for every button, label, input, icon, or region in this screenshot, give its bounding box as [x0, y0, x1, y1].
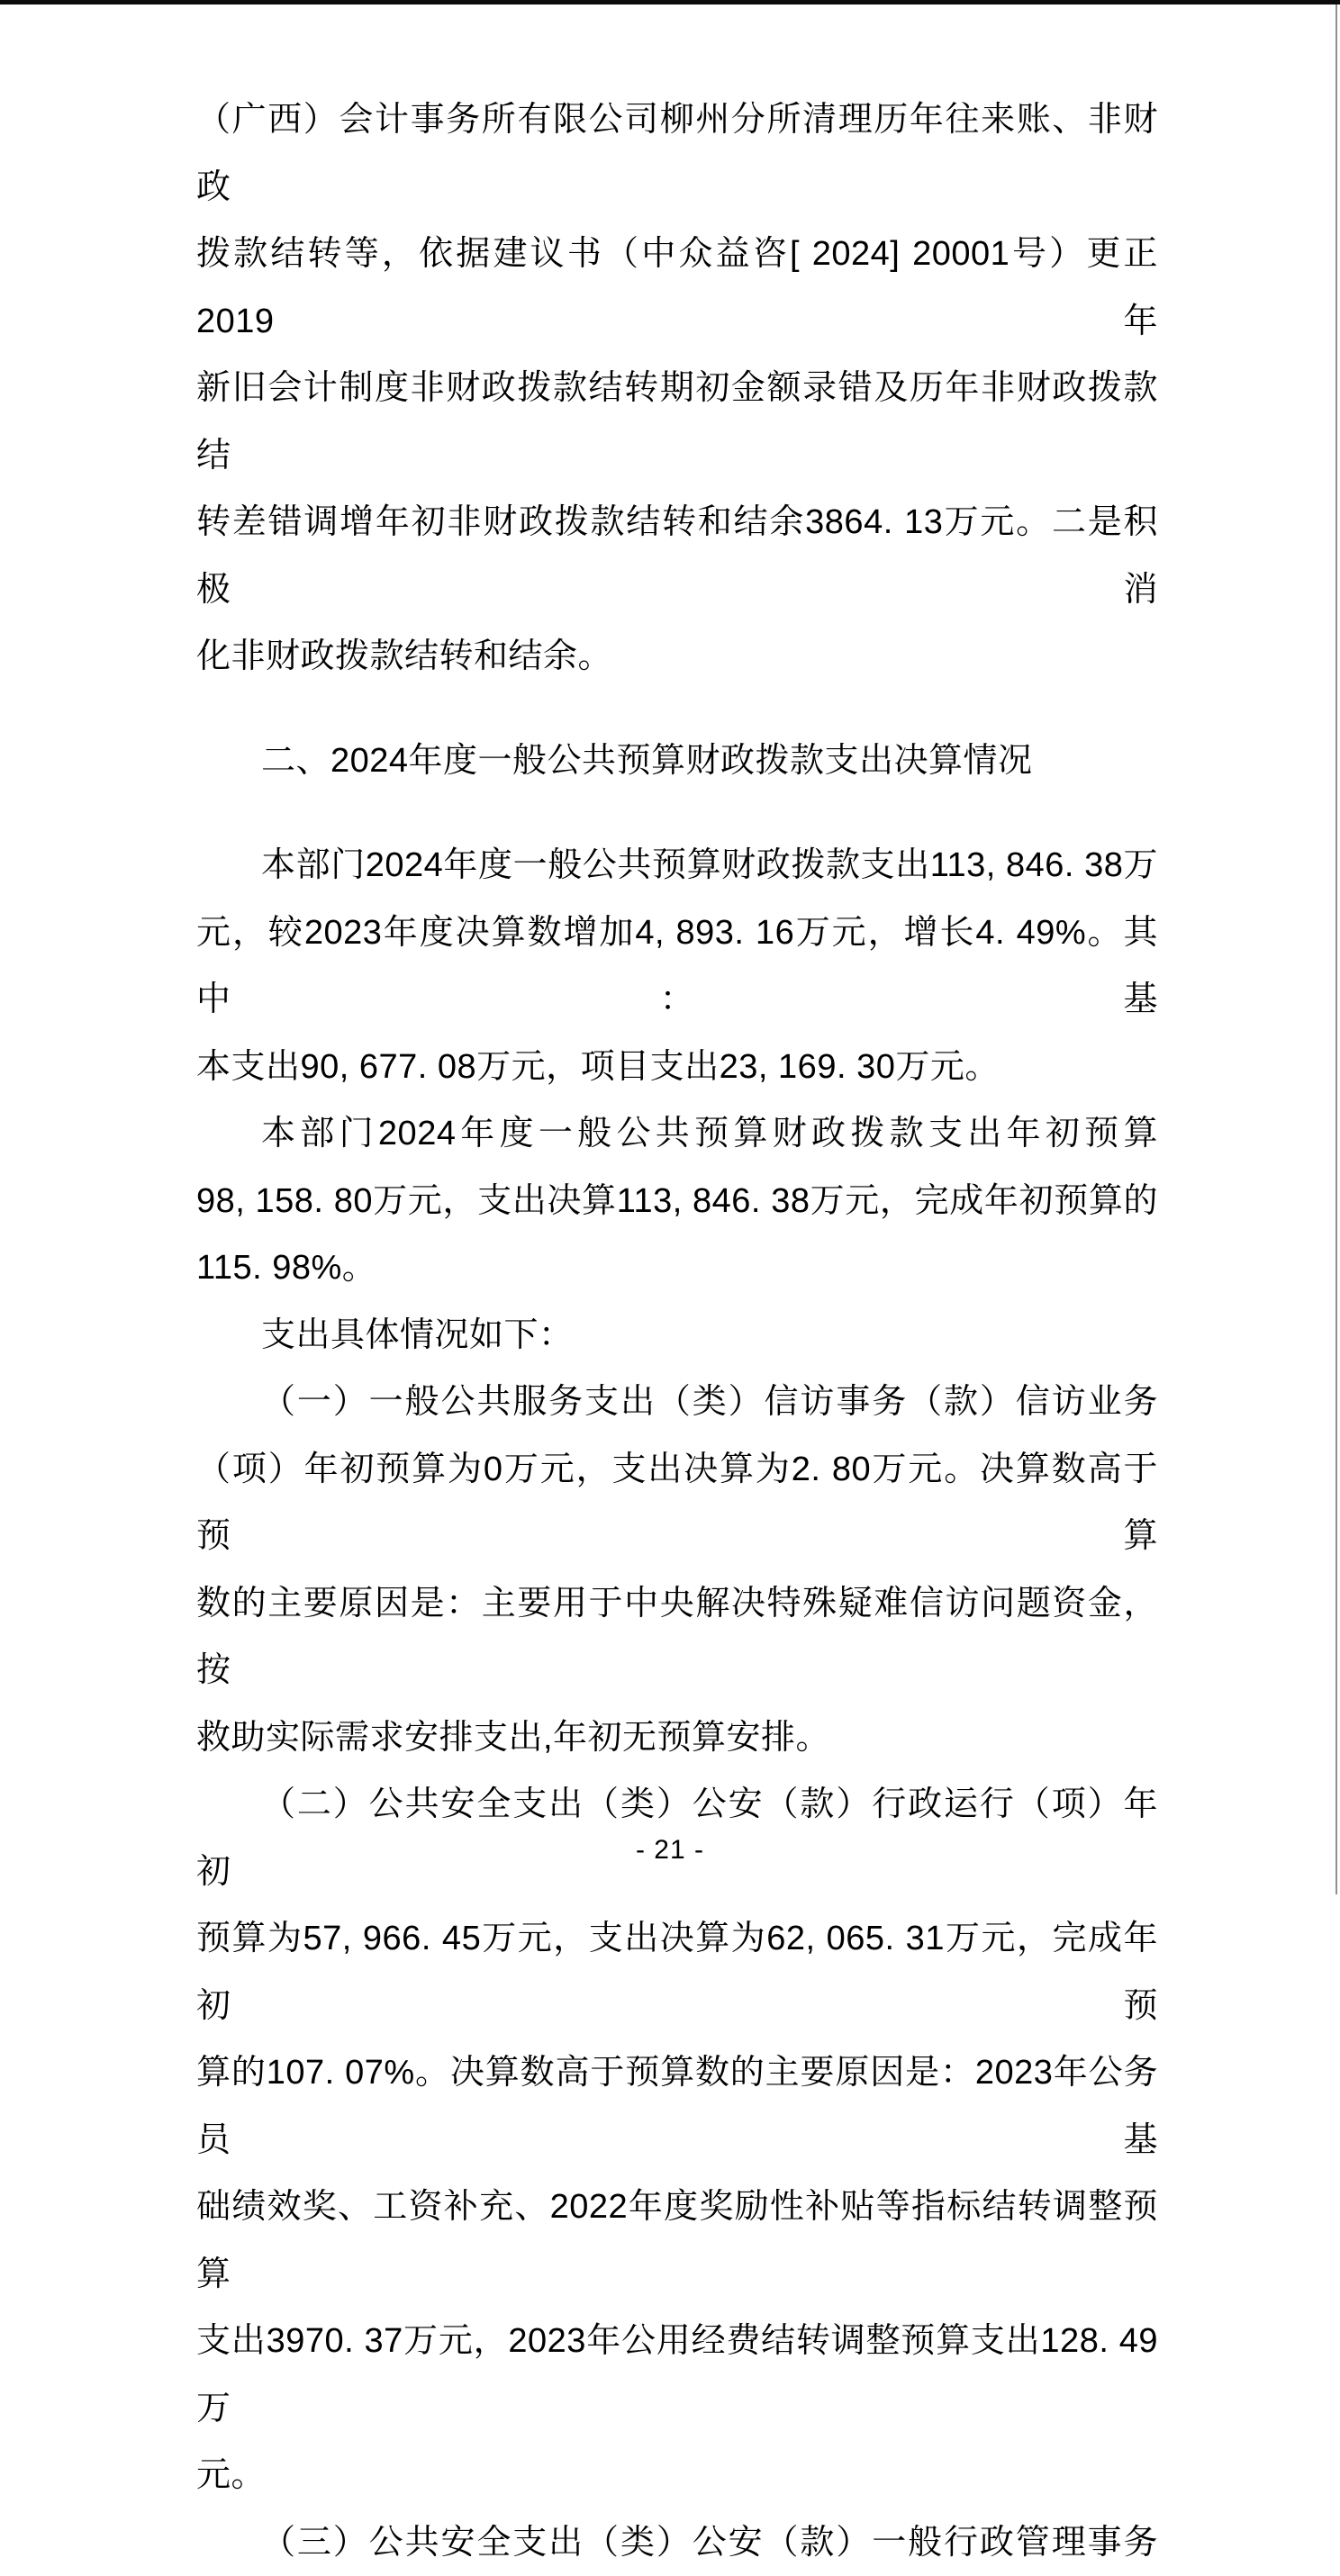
text-line: （项）年初预算为0万元，支出决算为2. 80万元。决算数高于预算	[196, 1436, 1158, 1570]
text-line: 救助实际需求安排支出,年初无预算安排。	[196, 1704, 1158, 1772]
text-line: 数的主要原因是：主要用于中央解决特殊疑难信访问题资金，按	[196, 1570, 1158, 1704]
text-line: （二）公共安全支出（类）公安（款）行政运行（项）年初	[196, 1771, 1158, 1905]
text-line: 元。	[196, 2442, 1158, 2509]
section-heading: 二、2024年度一般公共预算财政拨款支出决算情况	[196, 728, 1158, 795]
text-line: （一）一般公共服务支出（类）信访事务（款）信访业务	[196, 1369, 1158, 1436]
text-line: 转差错调增年初非财政拨款结转和结余3864. 13万元。二是积极消	[196, 489, 1158, 623]
text-line: 98, 158. 80万元，支出决算113, 846. 38万元，完成年初预算的	[196, 1168, 1158, 1235]
scan-artifact-right-line	[1335, 5, 1337, 1894]
text-line: 础绩效奖、工资补充、2022年度奖励性补贴等指标结转调整预算	[196, 2174, 1158, 2308]
text-line: 115. 98%。	[196, 1234, 1158, 1302]
text-line: 支出具体情况如下：	[196, 1302, 1158, 1369]
text-line: 本支出90, 677. 08万元，项目支出23, 169. 30万元。	[196, 1034, 1158, 1101]
text-line: 元，较2023年度决算数增加4, 893. 16万元，增长4. 49%。其中：基	[196, 899, 1158, 1034]
text-line: 本部门2024年度一般公共预算财政拨款支出年初预算	[196, 1100, 1158, 1168]
scan-artifact-top-bar	[0, 0, 1340, 5]
text-line: 算的107. 07%。决算数高于预算数的主要原因是：2023年公务员基	[196, 2039, 1158, 2174]
text-line: 本部门2024年度一般公共预算财政拨款支出113, 846. 38万	[196, 832, 1158, 899]
text-line: 预算为57, 966. 45万元，支出决算为62, 065. 31万元，完成年初预	[196, 1905, 1158, 2039]
text-line: 化非财政拨款结转和结余。	[196, 623, 1158, 691]
text-line: 拨款结转等，依据建议书（中众益咨[ 2024] 20001号）更正2019年	[196, 221, 1158, 355]
page-number: - 21 -	[0, 1835, 1340, 1866]
text-line: （三）公共安全支出（类）公安（款）一般行政管理事务	[196, 2509, 1158, 2576]
text-line: （广西）会计事务所有限公司柳州分所清理历年往来账、非财政	[196, 86, 1158, 221]
document-body	[196, 86, 1158, 2576]
text-line: 支出3970. 37万元，2023年公用经费结转调整预算支出128. 49万	[196, 2308, 1158, 2442]
text-line: 新旧会计制度非财政拨款结转期初金额录错及历年非财政拨款结	[196, 355, 1158, 489]
